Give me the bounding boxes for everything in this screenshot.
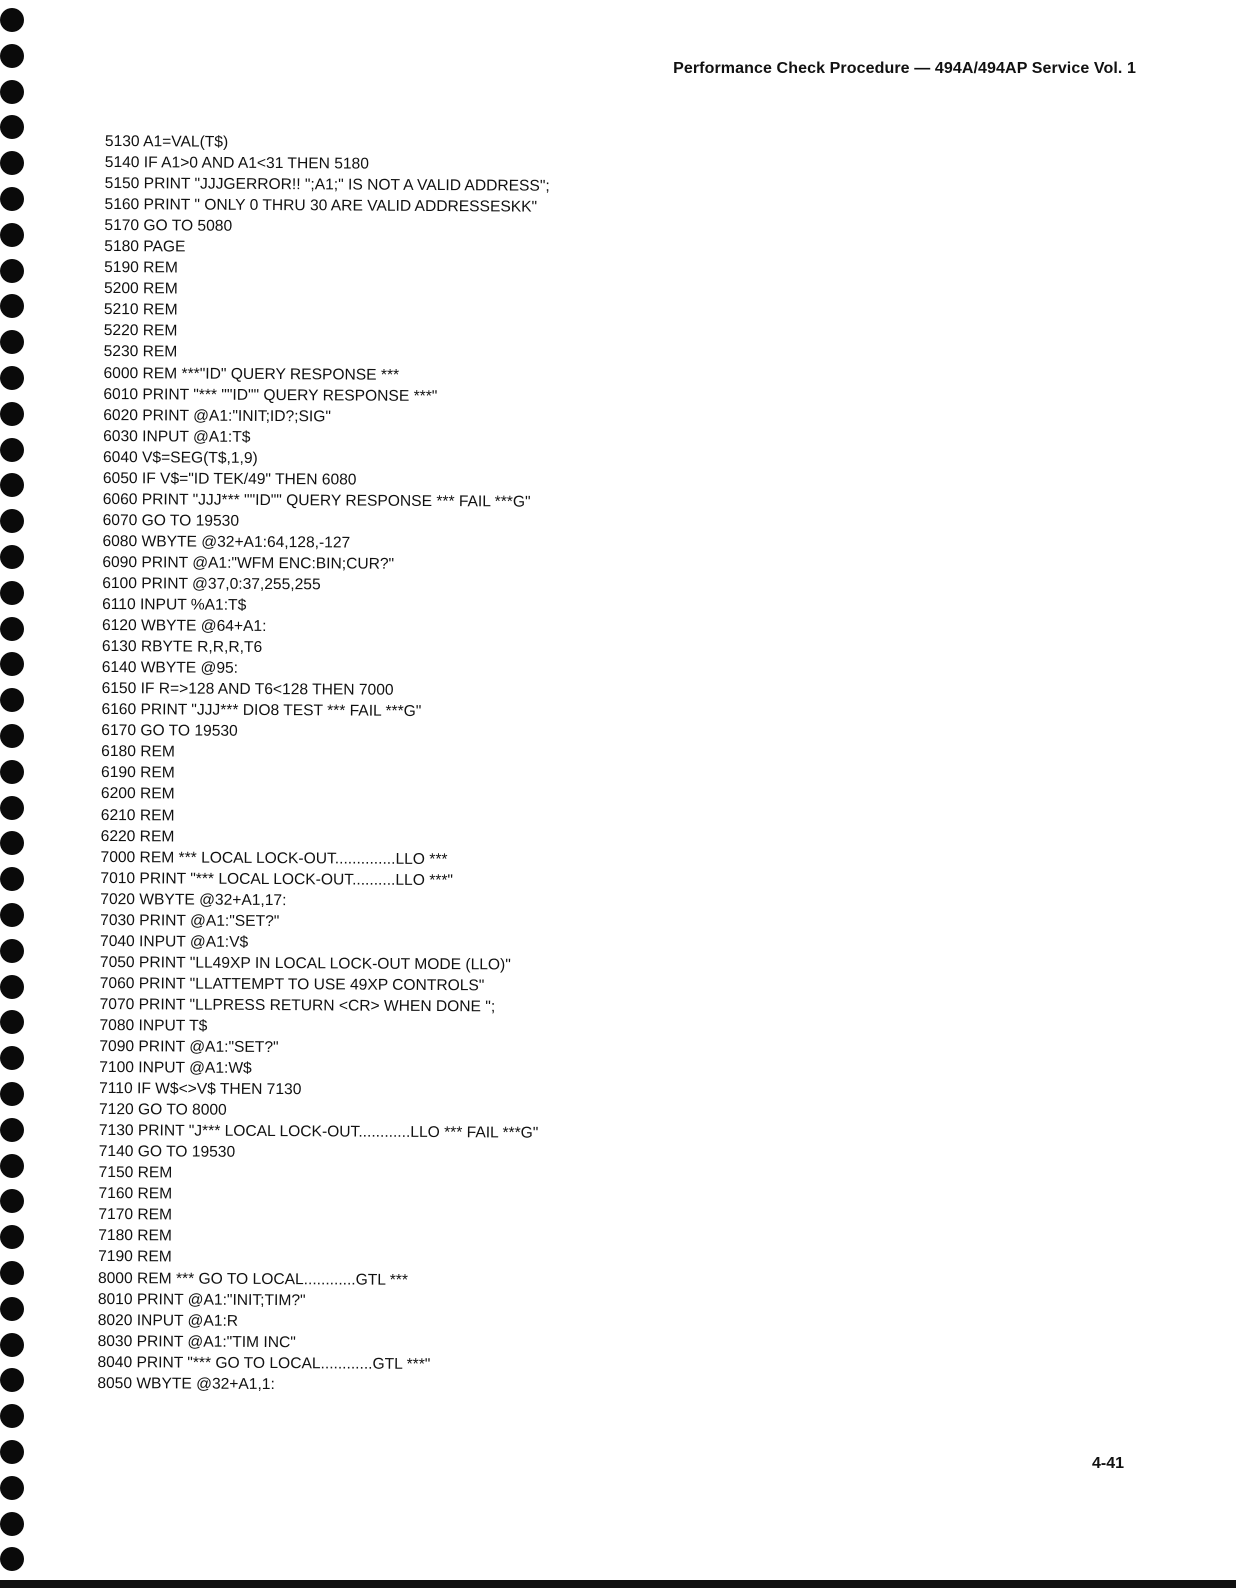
code-line: 7050 PRINT "LL49XP IN LOCAL LOCK-OUT MODE (LLO)"	[99, 953, 511, 974]
page-number: 4-41	[1091, 1455, 1124, 1472]
code-line: 7000 REM *** LOCAL LOCK-OUT..............LLO ***	[100, 848, 448, 868]
code-line: 6140 WBYTE @95:	[101, 659, 239, 677]
binding-hole	[0, 330, 24, 354]
binding-hole	[0, 617, 24, 641]
binding-hole	[0, 975, 24, 999]
binding-hole	[0, 294, 24, 318]
code-line: 5170 GO TO 5080	[104, 217, 233, 235]
binding-hole	[0, 1046, 24, 1070]
code-line: 7190 REM	[98, 1248, 172, 1266]
code-line: 7060 PRINT "LLATTEMPT TO USE 49XP CONTROLS"	[99, 974, 485, 995]
code-line: 7150 REM	[98, 1164, 173, 1182]
code-line: 7020 WBYTE @32+A1,17:	[100, 890, 287, 909]
binding-holes	[0, 0, 60, 1588]
code-line: 7160 REM	[98, 1185, 173, 1203]
binding-hole	[0, 8, 24, 32]
code-line: 6130 RBYTE R,R,R,T6	[101, 638, 263, 657]
code-line: 6120 WBYTE @64+A1:	[101, 617, 267, 636]
code-line: 8050 WBYTE @32+A1,1:	[97, 1374, 275, 1393]
code-line: 5140 IF A1>0 AND A1<31 THEN 5180	[104, 154, 369, 173]
code-line: 6030 INPUT @A1:T$	[103, 427, 251, 446]
code-line: 6090 PRINT @A1:"WFM ENC:BIN;CUR?"	[102, 553, 395, 573]
code-line: 5130 A1=VAL(T$)	[104, 132, 229, 151]
code-line: 5230 REM	[103, 343, 178, 361]
code-line: 5190 REM	[104, 259, 178, 277]
binding-hole	[0, 1368, 24, 1392]
code-line: 6110 INPUT %A1:T$	[102, 596, 247, 614]
binding-hole	[0, 115, 24, 139]
code-line: 6020 PRINT @A1:"INIT;ID?;SIG"	[103, 406, 331, 425]
binding-hole	[0, 1118, 24, 1142]
code-line: 6050 IF V$="ID TEK/49" THEN 6080	[102, 469, 357, 489]
binding-hole	[0, 867, 24, 891]
code-line: 7130 PRINT "J*** LOCAL LOCK-OUT............LLO *** FAIL ***G"	[98, 1122, 539, 1142]
binding-hole	[0, 724, 24, 748]
code-line: 7100 INPUT @A1:W$	[99, 1059, 252, 1077]
binding-hole	[0, 688, 24, 712]
code-line: 8040 PRINT "*** GO TO LOCAL............GTL ***"	[97, 1353, 431, 1373]
binding-hole	[0, 1404, 24, 1428]
binding-hole	[0, 1547, 24, 1571]
binding-hole	[0, 44, 24, 68]
code-line: 7080 INPUT T$	[99, 1016, 208, 1035]
basic-program-listing	[97, 131, 550, 1397]
binding-hole	[0, 545, 24, 569]
binding-hole	[0, 223, 24, 247]
binding-hole	[0, 1154, 24, 1178]
code-line: 7120 GO TO 8000	[98, 1101, 227, 1119]
binding-hole	[0, 831, 24, 855]
binding-hole	[0, 80, 24, 104]
code-line: 7170 REM	[98, 1206, 173, 1224]
code-line: 6000 REM ***"ID" QUERY RESPONSE ***	[103, 364, 400, 384]
code-line: 7070 PRINT "LLPRESS RETURN <CR> WHEN DONE ";	[99, 995, 496, 1016]
code-line: 6010 PRINT "*** ""ID"" QUERY RESPONSE ***"	[103, 385, 438, 405]
code-line: 6210 REM	[100, 806, 175, 824]
binding-hole	[0, 1333, 24, 1357]
binding-hole	[0, 652, 24, 676]
code-line: 8030 PRINT @A1:"TIM INC"	[97, 1332, 296, 1351]
binding-hole	[0, 438, 24, 462]
binding-hole	[0, 366, 24, 390]
binding-hole	[0, 151, 24, 175]
binding-hole	[0, 581, 24, 605]
code-line: 8020 INPUT @A1:R	[97, 1311, 239, 1330]
binding-hole	[0, 1225, 24, 1249]
code-line: 7140 GO TO 19530	[98, 1143, 236, 1162]
code-line: 5150 PRINT "JJJGERROR!! ";A1;" IS NOT A VALID ADDRESS";	[104, 175, 550, 195]
binding-hole	[0, 1297, 24, 1321]
code-line: 5160 PRINT " ONLY 0 THRU 30 ARE VALID ADDRESSESKK"	[104, 196, 538, 216]
code-line: 6060 PRINT "JJJ*** ""ID"" QUERY RESPONSE *** FAIL ***G"	[102, 490, 531, 511]
binding-hole	[0, 1010, 24, 1034]
code-line: 6040 V$=SEG(T$,1,9)	[102, 448, 258, 467]
binding-hole	[0, 259, 24, 283]
code-line: 8000 REM *** GO TO LOCAL............GTL ***	[97, 1269, 409, 1289]
code-line: 6170 GO TO 19530	[101, 722, 238, 741]
code-line: 5220 REM	[103, 322, 178, 340]
code-line: 7090 PRINT @A1:"SET?"	[99, 1037, 279, 1057]
binding-hole	[0, 1189, 24, 1213]
code-line: 5200 REM	[103, 280, 178, 298]
binding-hole	[0, 903, 24, 927]
binding-hole	[0, 473, 24, 497]
code-line: 6100 PRINT @37,0:37,255,255	[102, 574, 321, 594]
code-line: 7040 INPUT @A1:V$	[99, 932, 249, 951]
code-line: 5180 PAGE	[104, 238, 186, 256]
code-line: 7110 IF W$<>V$ THEN 7130	[99, 1080, 302, 1099]
binding-hole	[0, 1082, 24, 1106]
binding-hole	[0, 402, 24, 426]
bottom-rule	[0, 1580, 1236, 1588]
binding-hole	[0, 187, 24, 211]
binding-hole	[0, 1476, 24, 1500]
code-line: 8010 PRINT @A1:"INIT;TIM?"	[97, 1290, 306, 1309]
code-line: 6080 WBYTE @32+A1:64,128,-127	[102, 532, 351, 552]
code-line: 6220 REM	[100, 827, 175, 845]
code-line: 6180 REM	[101, 743, 175, 761]
code-line: 6150 IF R=>128 AND T6<128 THEN 7000	[101, 680, 394, 699]
code-line: 6200 REM	[100, 785, 175, 803]
code-line: 5210 REM	[103, 301, 178, 319]
code-line: 7180 REM	[98, 1227, 172, 1245]
code-line: 6070 GO TO 19530	[102, 511, 240, 530]
code-line: 6160 PRINT "JJJ*** DIO8 TEST *** FAIL ***G"	[101, 701, 422, 721]
code-line: 6190 REM	[101, 764, 175, 782]
binding-hole	[0, 760, 24, 784]
binding-hole	[0, 1512, 24, 1536]
code-line: 7010 PRINT "*** LOCAL LOCK-OUT..........LLO ***"	[100, 869, 454, 889]
binding-hole	[0, 796, 24, 820]
binding-hole	[0, 1261, 24, 1285]
binding-hole	[0, 509, 24, 533]
binding-hole	[0, 1440, 24, 1464]
page-header: Performance Check Procedure — 494A/494AP Service Vol. 1	[673, 60, 1136, 77]
code-line: 7030 PRINT @A1:"SET?"	[100, 911, 280, 930]
binding-hole	[0, 939, 24, 963]
